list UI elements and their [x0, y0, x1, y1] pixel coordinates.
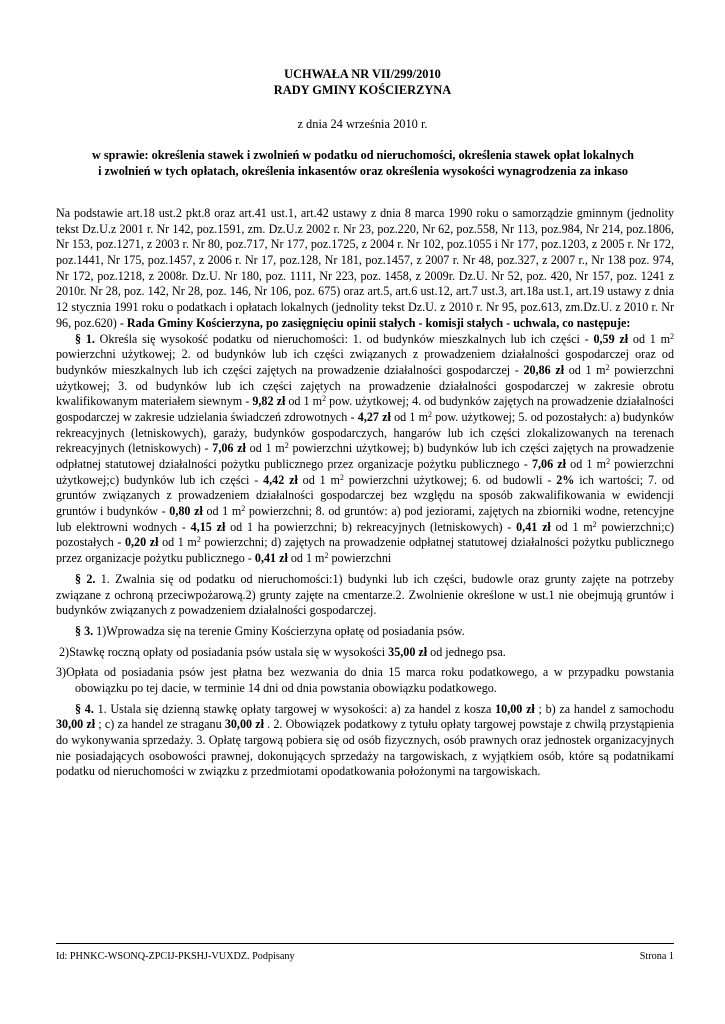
rate-value: 4,42 zł: [263, 472, 298, 487]
rate-value: 0,59 zł: [593, 331, 629, 346]
rate-value: 0,41 zł: [516, 519, 551, 534]
rate-value: 2%: [556, 472, 575, 487]
footer-divider: [56, 943, 674, 944]
paragraph-3: § 3. 1)Wprowadza się na terenie Gminy Kościerzyna opłatę od posiadania psów.: [75, 623, 465, 638]
rate-value: 30,00 zł: [224, 717, 264, 732]
paragraph-3-point-2: 2)Stawkę roczną opłaty od posiadania psów ustala się w wysokości 35,00 zł od jednego psa.: [59, 644, 506, 659]
section-mark: § 3.: [75, 623, 94, 638]
paragraph-1: § 1. Określa się wysokość podatku od nieruchomości: 1. od budynków mieszkalnych lub ich części - 0,59 zł od 1 $m^2$ powierzchni użytkowej; 2. od budynków lub ich części związanych z prowadzeniem działalności gospodarczej oraz od budynków mieszkalnych lub ich części zajętych na prowadzenie działalności gospodarczej - 20,86 zł od 1 $m^2$ powierzchni użytkowej; 3. od budynków lub ich części zajętych na prowadzenie działalności gospodarczej w zakresie obrotu kwalifikowanym materiałem siewnym - 9,82 zł od 1 $m^2$ pow. użytkowej; 4. od budynków zajętych na prowadzenie działalności gospodarczej w zakresie udzielania świadczeń zdrowotnych - 4,27 zł od 1 $m^2$ pow. użytkowej; 5. od pozostałych: a) budynków rekreacyjnych (letniskowych), garaży, budynków gospodarczych, hangarów lub ich części zlokalizowanych na terenach rekreacyjnych (letniskowych) - 7,06 zł od 1 $m^2$ powierzchni użytkowej; b) budynków lub ich części zajętych na prowadzenie odpłatnej statutowej działalności pożytku publicznego przez organizacje pożytku publicznego - 7,06 zł od 1 $m^2$ powierzchni użytkowej;c) budynków lub ich części - 4,42 zł od 1 $m^2$ powierzchni użytkowej; 6. od budowli - 2% ich wartości; 7. od gruntów związanych z prowadzeniem działalności gospodarczej bez względu na sposób zakwalifikowania w ewidencji gruntów i budynków - 0,80 zł od 1 $m^2$ powierzchni; 8. od gruntów: a) pod jeziorami, zajętych na zbiorniki wodne, retencyjne lub elektrowni wodnych - 4,15 zł od 1 ha powierzchni; b) rekreacyjnych (letniskowych) - 0,41 zł od 1 $m^2$ powierzchni;c) pozostałych - 0,20 zł od 1 $m^2$ powierzchni; d) zajętych na prowadzenie odpłatnej statutowej działalności pożytku publicznego przez organizacje pożytku publicznego - 0,41 zł od 1 $m^2$ powierzchni: [56, 331, 675, 566]
resolution-date: z dnia 24 września 2010 r.: [297, 117, 428, 131]
section-mark: § 2.: [75, 571, 96, 586]
rate-value: 0,41 zł: [254, 551, 288, 566]
paragraph-2: § 2. 1. Zwalnia się od podatku od nieruchomości:1) budynki lub ich części, budowle oraz grunty zajęte na potrzeby związane z ochroną przeciwpożarową.2) grunty zajęte na cmentarze.2. Zwolnienie określone w ust.1 nie obejmują gruntów i budynków związanych z powadzeniem działalności gospodarczej.: [56, 571, 674, 618]
resolution-subject: [56, 148, 670, 179]
document-id: Id: PHNKC-WSONQ-ZPCIJ-PKSHJ-VUXDZ. Podpisany: [56, 951, 295, 962]
rate-value: 0,20 zł: [124, 535, 159, 550]
subject-line-1: w sprawie: określenia stawek i zwolnień w podatku od nieruchomości, określenia stawek opłat lokalnych: [92, 148, 634, 162]
rate-value: 4,27 zł: [357, 409, 391, 424]
preamble: Na podstawie art.18 ust.2 pkt.8 oraz art.41 ust.1, art.42 ustawy z dnia 8 marca 1990 roku o samorządzie gminnym (jednolity tekst Dz.U.z 2001 r. Nr 142, poz.1591, zm. Dz.U.z 2002 r. Nr 23, poz.220, Nr 62, poz.558, Nr 113, poz.984, Nr 214, poz.1806, Nr 153, poz.1271, z 2003 r. Nr 80, poz.717, Nr 177, poz.1725, z 2004 r. Nr 102, poz.1055 i Nr 177, poz.1203, z 2005 r. Nr 172, poz.1441, Nr 175, poz.1457, z 2006 r. Nr 17, poz.128, Nr 181, poz.1457, z 2007 r. Nr 48, poz.327, z 2007 r., Nr 138 poz. 974, Nr 172, poz.1218, z 2008r. Dz.U. Nr 180, poz. 1111, Nr 223, poz. 1458, z 2009r. Dz.U. Nr 52, poz. 420, Nr 157, poz. 1241 z 2010r. Nr 28, poz. 142, Nr 28, poz. 146, Nr 106, poz. 675) oraz art.5, art.6 ust.12, art.7 ust.3, art.18a ust.1, art.19 ustawy z dnia 12 stycznia 1991 roku o podatkach i opłatach lokalnych (jednolity tekst Dz.U. z 2010 r. Nr 95, poz.613, zm.Dz.U. z 2010 r. Nr 96, poz.620) - Rada Gminy Kościerzyna, po zasięgnięciu opinii stałych - komisji stałych - uchwala, co następuje:: [56, 206, 674, 330]
section-mark: § 1.: [75, 331, 95, 346]
rate-value: 10,00 zł: [495, 701, 535, 716]
rate-value: 20,86 zł: [523, 362, 565, 377]
resolution-number: UCHWAŁA NR VII/299/2010: [284, 67, 441, 81]
council-name: RADY GMINY KOŚCIERZYNA: [273, 83, 452, 97]
paragraph-4: § 4. 1. Ustala się dzienną stawkę opłaty targowej w wysokości: a) za handel z kosza 10,00 zł ; b) za handel z samochodu 30,00 zł ; c) za handel ze straganu 30,00 zł . 2. Obowiązek podatkowy z tytułu opłaty targowej powstaje z chwilą przystąpienia do wykonywania sprzedaży. 3. Opłatę targową pobiera się od osób fizycznych, osób prawnych oraz jednostek organizacyjnych nie posiadających osobowości prawnej, dokonujących sprzedaży na targowiskach, z wyjątkiem osób, które są podatnikami podatku od nieruchomości w związku z przedmiotami opodatkowania położonymi na targowiskach.: [56, 701, 675, 779]
rate-value: 4,15 zł: [190, 519, 226, 534]
page-number: Strona 1: [639, 951, 674, 962]
rate-value: 0,80 zł: [169, 504, 203, 519]
section-mark: § 4.: [75, 701, 94, 716]
rate-value: 7,06 zł: [212, 441, 246, 456]
rate-value: 35,00 zł: [388, 644, 428, 659]
paragraph-3-point-3: 3)Opłata od posiadania psów jest płatna bez wezwania do dnia 15 marca roku podatkowego, a w przypadku powstania obowiązku po tej dacie, w terminie 14 dni od dnia powstania obowiązku podatkowego.: [56, 665, 674, 695]
subject-line-2: i zwolnień w tych opłatach, określenia inkasentów oraz określenia wysokości wynagrodzenia za inkaso: [98, 163, 628, 178]
rate-value: 7,06 zł: [531, 457, 567, 471]
council-decision: Rada Gminy Kościerzyna, po zasięgnięciu opinii stałych - komisji stałych - uchwala, co następuje:: [126, 315, 631, 330]
document-body: [56, 206, 674, 780]
rate-value: 9,82 zł: [252, 394, 286, 409]
rate-value: 30,00 zł: [56, 717, 96, 732]
